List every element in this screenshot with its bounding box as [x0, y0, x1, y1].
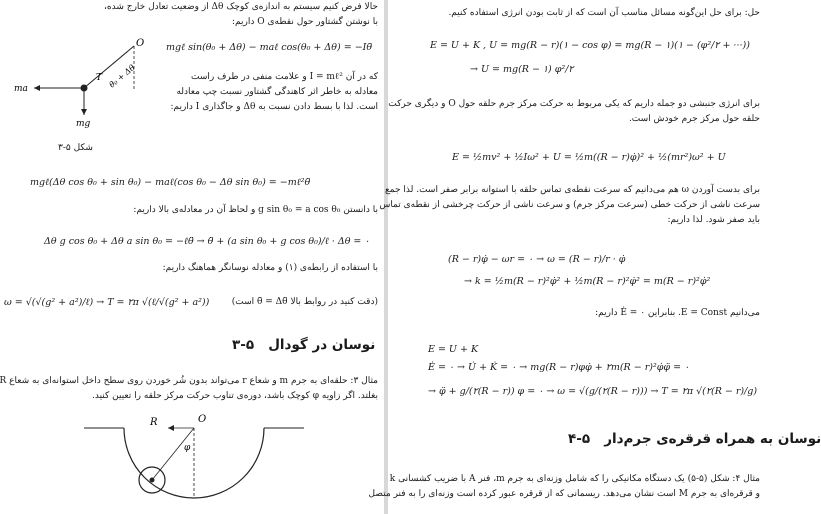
- pendulum-figure: [4, 30, 164, 140]
- section-title: [232, 337, 376, 353]
- example-line-1: مثال ۳: حلقه‌ای به جرم m و شعاع r می‌تواند بدون شُر خوردن روی سطح داخل استوانه‌ای به شعاع R: [0, 376, 378, 386]
- kinetic-line-1: برای انرژی جنبشی دو جمله داریم که یکی مربوط به حرکت مرکز جرم حلقه حول O و دیگری حرکت: [388, 99, 760, 109]
- k-relation: → k = ½m(R − r)²φ̇² + ½m(R − r)²φ̇² = m(R − r)²φ̇²: [464, 276, 711, 287]
- section-number: ۳-۵: [232, 337, 255, 353]
- using-line: با استفاده از رابطه‌ی (۱) و معادله نوسانگر هماهنگ داریم:: [162, 263, 378, 273]
- section-name: نوسان به همراه قرقره‌ی جرم‌دار: [604, 431, 821, 447]
- intro-line-2: با نوشتن گشتاور حول نقطه‌ی O داریم:: [232, 17, 378, 27]
- equation-result: → φ̈ + g/(۲(R − r)) φ = ۰ → ω = √(g/(۲(R − r))) → T = ۲π √(۲(R − r)/g): [428, 386, 758, 397]
- example-line-2: بغلتد. اگر زاویه φ کوچک باشد، دوره‌ی تناوب حرکت مرکز حلقه را تعیین کنید.: [91, 391, 378, 401]
- rolling-line-3: باید صفر شود. لذا داریم:: [667, 215, 760, 225]
- center-label: O: [198, 414, 207, 425]
- section-name: نوسان در گودال: [268, 337, 376, 353]
- section-number: ۴-۵: [568, 431, 591, 447]
- constant-line: می‌دانیم E = Const. بنابراین Ė = ۰ داریم:: [595, 308, 760, 318]
- ma-label: ma: [14, 84, 28, 94]
- left-page: [0, 0, 384, 514]
- note-line-2: معادله به خاطر اثر کاهندگی گشتاور نسبت چپ معادله: [176, 87, 378, 97]
- total-energy-equation: E = ½mv² + ½Iω² + U = ½m((R − r)φ̇)² + ½(mr²)ω² + U: [452, 152, 726, 163]
- phi-label: φ: [184, 443, 191, 453]
- expanded-equation: mgℓ(Δθ cos θ₀ + sin θ₀) − maℓ(cos θ₀ − Δθ sin θ₀) = −mℓ²θ̈: [30, 177, 311, 188]
- pivot-label: O: [136, 38, 145, 49]
- omega-relation: (R − r)φ̇ − ωr = ۰ → ω = (R − r)/r · φ̇: [448, 254, 626, 265]
- right-page: [368, 0, 821, 514]
- solution-line: حل: برای حل این‌گونه مسائل مناسب آن است که از ثابت بودن انرژی استفاده کنیم.: [448, 8, 760, 18]
- note-line-1: که در آن I = mℓ² و علامت منفی در طرف راست: [191, 72, 378, 82]
- knowing-line: با دانستن g sin θ₀ = a cos θ₀ و لحاظ آن در معادله‌ی بالا داریم:: [133, 205, 378, 215]
- angle-label: θ₀ + Δθ: [107, 63, 137, 90]
- omega-equation: ω = √(√(g² + a²)/ℓ) → T = ۲π √(ℓ/√(g² + a²)): [4, 297, 210, 308]
- torque-equation: mgℓ sin(θ₀ + Δθ) − maℓ cos(θ₀ + Δθ) = −Iθ̈: [166, 42, 373, 53]
- example-line-2: و قرقره‌ای به جرم M است نشان می‌دهد. ریسمانی که از قرقره عبور کرده است وزنه‌ای را به فنر متصل: [368, 489, 760, 499]
- cylinder-figure: [84, 406, 304, 514]
- figure-1-caption: شکل ۵-۳: [58, 143, 93, 153]
- rolling-line-2: سرعت ناشی از حرکت خطی (سرعت مرکز جرم) و سرعت ناشی از حرکت چرخشی از نقطه‌ی تماس: [379, 200, 760, 210]
- mg-label: mg: [76, 119, 91, 129]
- intro-line-1: حالا فرض کنیم سیستم به اندازه‌ی کوچک Δθ از وضعیت تعادل خارج شده،: [104, 2, 378, 12]
- omega-note: (دقت کنید در روابط بالا θ̈ = Δθ̈ است): [231, 297, 378, 307]
- radius-label: R: [150, 417, 158, 428]
- tension-label: T: [96, 73, 103, 83]
- energy-equation-2: → U = mg(R − ۱) φ²/۲: [470, 64, 574, 75]
- kinetic-line-2: حلقه حول مرکز جرم خودش است.: [628, 114, 760, 124]
- example-line-1: مثال ۴: شکل (۵-۵) یک دستگاه مکانیکی را که شامل وزنه‌ای به جرم m، فنر A با ضریب کشسانی k: [389, 474, 760, 484]
- section-title: [568, 431, 821, 447]
- rolling-line-1: برای بدست آوردن ω هم می‌دانیم که سرعت نقطه‌ی تماس حلقه با استوانه برابر صفر است. لذا جمع: [384, 185, 760, 195]
- equation-derivative: Ė = ۰ → U̇ + K̇ = ۰ → mg(R − r)φφ̇ + ۲m(R − r)²φ̇φ̈ = ۰: [428, 362, 690, 373]
- note-line-3: است. لذا با بسط دادن نسبت به Δθ و جاگذاری I داریم:: [170, 102, 378, 112]
- energy-equation-1: E = U + K , U = mg(R − r)(۱ − cos φ) = mg(R − ۱)(۱ − (φ²/۲ + ···)): [430, 40, 750, 51]
- equation-sum: E = U + K: [428, 344, 479, 355]
- linear-equation: Δθ g cos θ₀ + Δθ a sin θ₀ = −ℓθ̈ → θ̈ + (a sin θ₀ + g cos θ₀)/ℓ · Δθ = ۰: [44, 236, 370, 247]
